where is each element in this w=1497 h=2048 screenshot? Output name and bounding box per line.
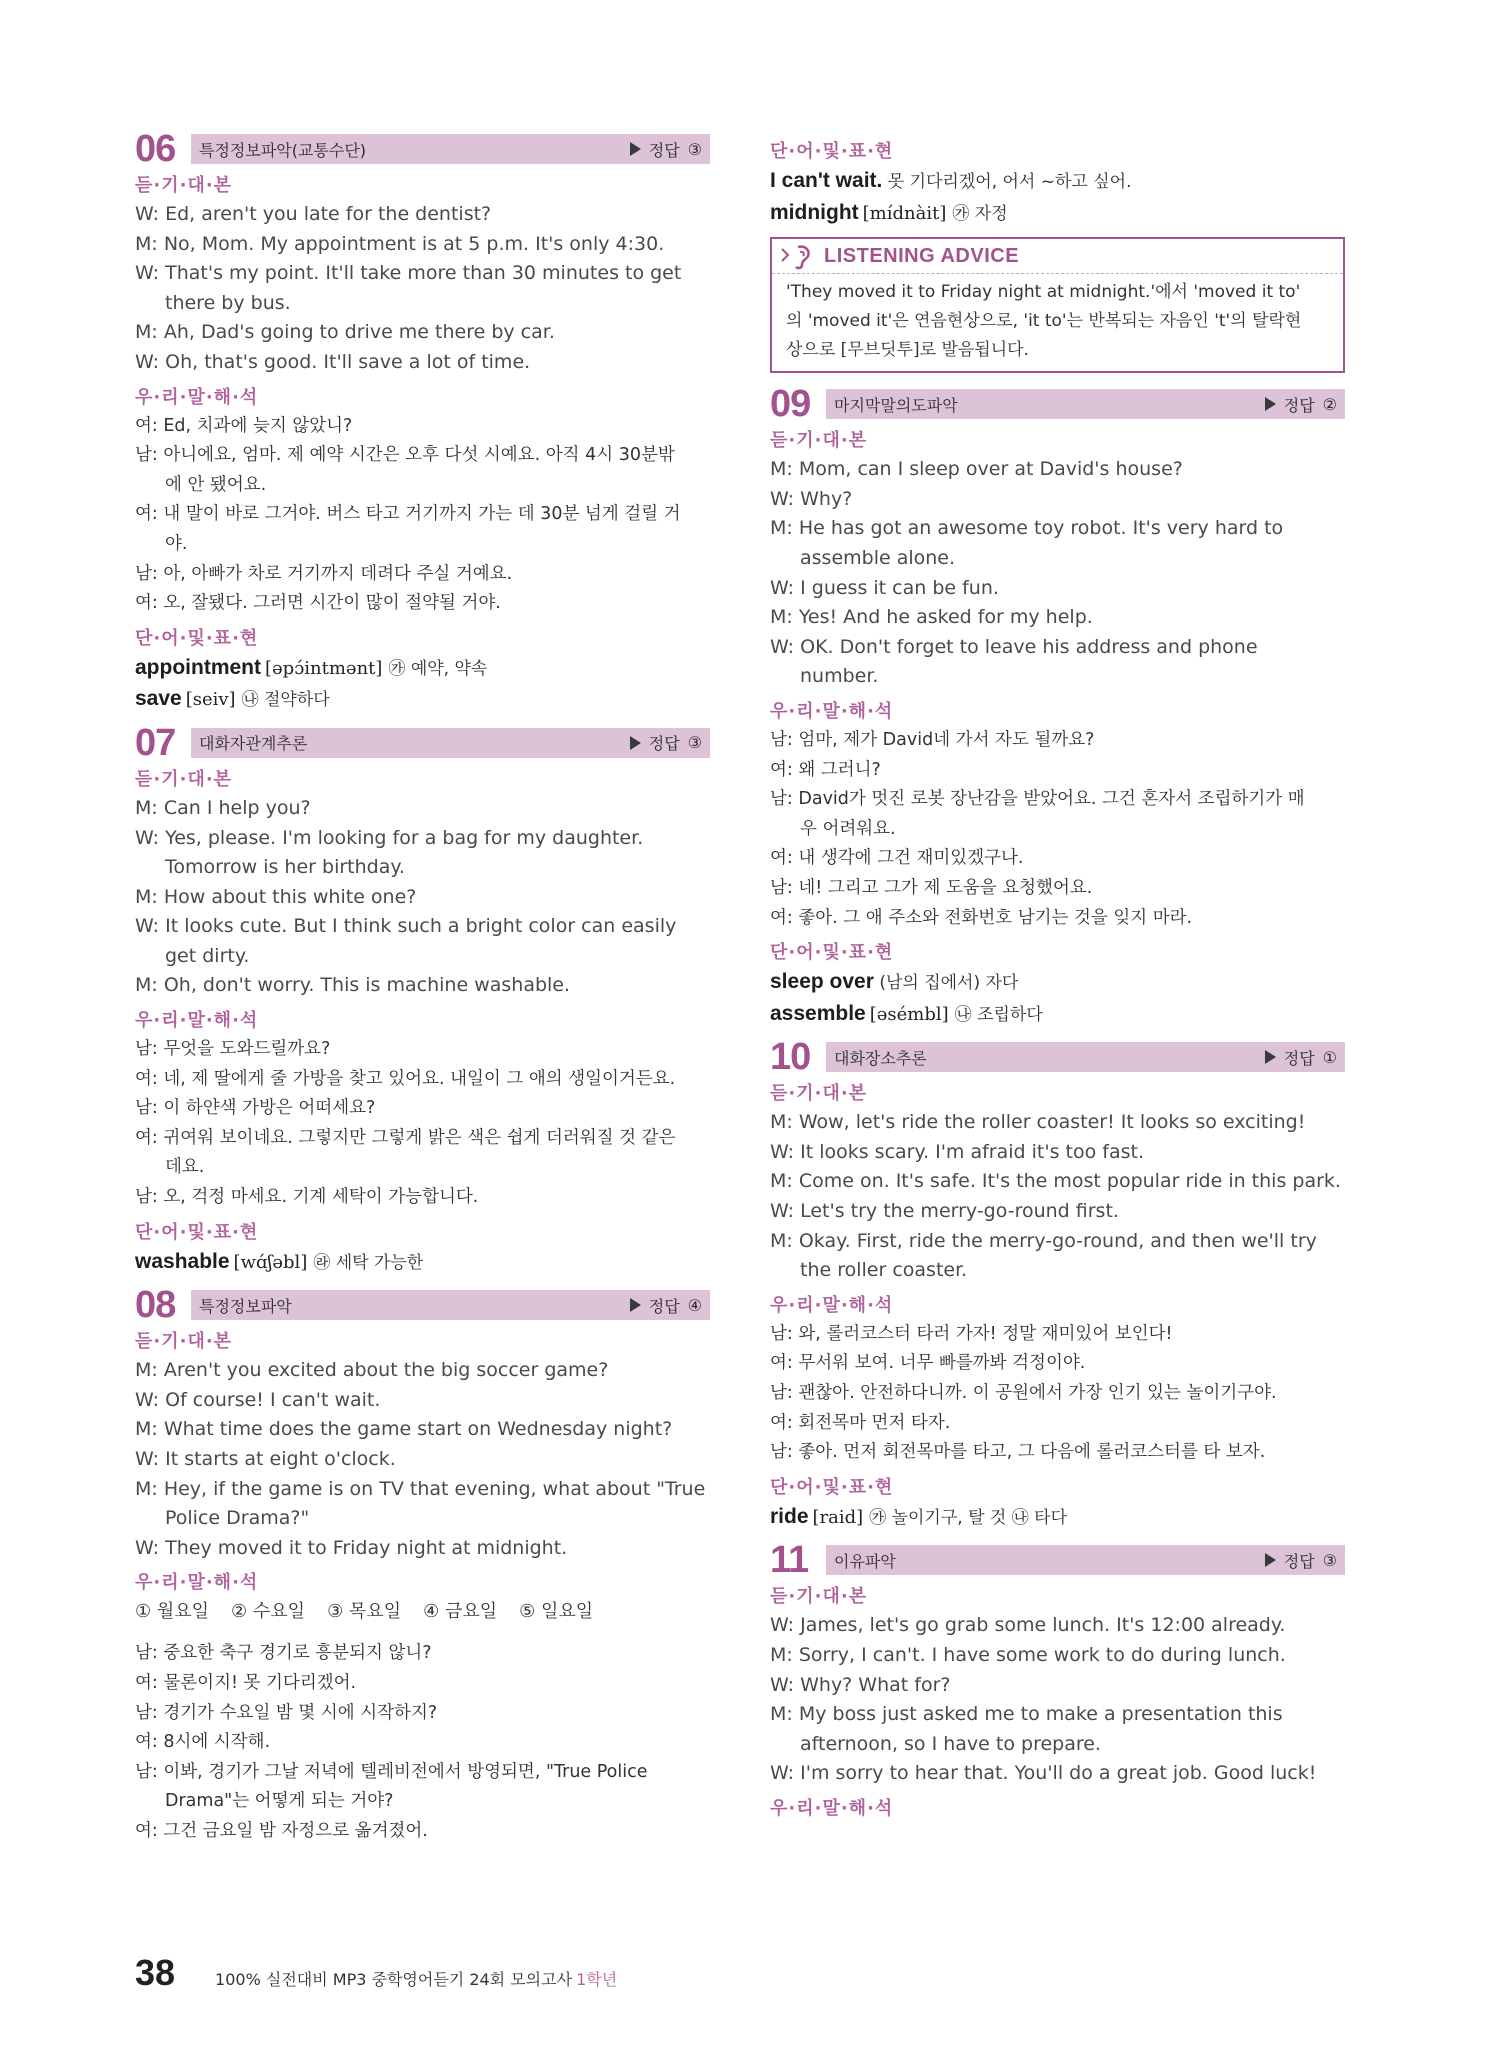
script-line: W: It starts at eight o'clock. [135,1448,396,1470]
advice-body [772,274,1343,371]
script-line: W: Yes, please. I'm looking for a bag for my daughter. [135,826,644,849]
vocab-pronunciation: [raid] [812,1506,864,1528]
vocab-entry [770,166,1345,198]
translation-line: 야. [165,533,188,554]
script-line: W: It looks scary. I'm afraid it's too fast. [770,1140,1144,1163]
right-column [770,132,1345,1823]
script-line: M: Ah, Dad's going to drive me there by car. [135,321,555,344]
vocab-label: 단·어·및·표·현 [770,141,894,162]
section-09-header [770,383,1345,426]
page-number: 38 [135,1952,176,1993]
translation-label: 우·리·말·해·석 [135,1010,259,1032]
vocab-word: washable [135,1249,230,1273]
script-line: M: How about this white one? [135,885,417,908]
script-line: M: Hey, if the game is on TV that evening, what about "True [135,1477,706,1500]
script-line: W: Why? [770,487,853,510]
section-08-header [135,1284,710,1327]
translation-line: 여: 그건 금요일 밤 자정으로 옮겨졌어. [135,1820,428,1841]
script-line: M: What time does the game start on Wednesday night? [135,1418,673,1441]
translation-line: 여: 8시에 시작해. [135,1732,271,1753]
answer-value: ③ [1322,1550,1337,1570]
vocab-entry [135,1247,710,1279]
translation-label: 우·리·말·해·석 [770,700,894,722]
listening-advice-box [770,237,1345,373]
vocab-pronunciation: [əsémbl] [869,1003,949,1025]
vocab-word: I can't wait. [770,169,883,192]
translation-line: 여: 오, 잘됐다. 그러면 시간이 많이 절약될 거야. [135,593,501,614]
script-line: W: They moved it to Friday night at midnight. [135,1536,568,1559]
script-line: W: I'm sorry to hear that. You'll do a great job. Good luck! [770,1762,1317,1785]
answer-value: ③ [687,733,702,753]
vocab-entry [770,198,1345,230]
translation-line: 남: 엄마, 제가 David네 가서 자도 될까요? [770,729,1095,750]
section-number: 11 [770,1539,809,1582]
section-title-bar [826,389,1345,419]
translation-line: 여: 회전목마 먼저 타자. [770,1412,951,1433]
translation-line: 남: David가 멋진 로봇 장난감을 받았어요. 그건 혼자서 조립하기가 매 [770,789,1305,810]
translation-line: 남: 괜찮아. 안전하다니까. 이 공원에서 가장 인기 있는 놀이기구야. [770,1383,1277,1404]
vocab-pronunciation: [seiv] [185,689,236,711]
script-line: there by bus. [165,291,291,314]
script-line: W: Let's try the merry-go-round first. [770,1200,1119,1223]
advice-line: 의 'moved it'은 연음현상으로, 'it to'는 반복되는 자음인 't'의 탈락현 [786,311,1302,332]
choice-item: ① 월요일 [135,1601,210,1623]
section-title-bar [191,728,710,758]
triangle-arrow-icon [630,1298,641,1312]
translation-line: 여: 내 말이 바로 그거야. 버스 타고 거기까지 가는 데 30분 넘게 걸릴 거 [135,504,681,525]
translation-line: 남: 좋아. 먼저 회전목마를 타고, 그 다음에 롤러코스터를 타 보자. [770,1442,1266,1463]
vocab-meaning: ㉮ 예약, 약속 [388,658,488,679]
translation-line: 여: Ed, 치과에 늦지 않았니? [135,415,353,436]
script-line: M: Wow, let's ride the roller coaster! It looks so exciting! [770,1111,1306,1134]
section-title: 대화자관계추론 [199,734,308,754]
script-line: M: Oh, don't worry. This is machine washable. [135,974,571,997]
section-number: 07 [135,721,176,764]
script-label: 듣·기·대·본 [135,768,233,790]
script-line: M: He has got an awesome toy robot. It's very hard to [770,517,1284,540]
vocab-pronunciation: [mídnàit] [862,202,947,224]
translation-line: 남: 아니에요, 엄마. 제 예약 시간은 오후 다섯 시예요. 아직 4시 30분밖 [135,445,675,466]
answer-badge [630,731,702,754]
script-line: number. [800,665,879,688]
translation-label: 우·리·말·해·석 [135,386,259,408]
answer-badge [1265,1549,1337,1572]
translation-line: 남: 이 하얀색 가방은 어떠세요? [135,1098,376,1119]
script-line: W: Ed, aren't you late for the dentist? [135,203,492,225]
triangle-arrow-icon [1265,397,1276,411]
section-title: 특정정보파악(교통수단) [199,140,367,160]
section-title: 마지막말의도파악 [834,395,958,415]
script-label: 듣·기·대·본 [135,175,233,196]
vocab-entry [770,1502,1345,1534]
section-06-header [135,128,710,170]
script-line: assemble alone. [800,546,956,569]
vocab-label: 단·어·및·표·현 [770,942,894,964]
choice-item: ④ 금요일 [423,1601,498,1623]
translation-line: 여: 네, 제 딸에게 줄 가방을 찾고 있어요. 내일이 그 애의 생일이거든요. [135,1068,676,1089]
section-number: 10 [770,1036,811,1079]
triangle-arrow-icon [630,142,641,156]
vocab-meaning: ㉯ 절약하다 [241,690,330,711]
script-line: get dirty. [165,944,250,967]
translation-line: Drama"는 어떻게 되는 거야? [165,1791,394,1812]
translation-line: 남: 중요한 축구 경기로 흥분되지 않니? [135,1643,432,1664]
section-07-header [135,721,710,764]
section-title-bar [826,1545,1345,1575]
left-column [135,128,710,1847]
vocab-word: sleep over [770,970,874,994]
script-line: Tomorrow is her birthday. [165,856,405,879]
translation-line: 여: 물론이지! 못 기다리겠어. [135,1672,357,1693]
script-line: M: Yes! And he asked for my help. [770,606,1093,629]
translation-line: 남: 네! 그리고 그가 제 도움을 요청했어요. [770,877,1093,898]
vocab-word: appointment [135,655,261,679]
translation-line: 남: 이봐, 경기가 그날 저녁에 텔레비전에서 방영되면, "True Police [135,1761,648,1782]
vocab-word: ride [770,1504,809,1528]
vocab-entry [135,684,710,716]
answer-badge [1265,1046,1337,1069]
advice-title: LISTENING ADVICE [824,244,1020,267]
script-line: M: My boss just asked me to make a presentation this [770,1703,1283,1726]
answer-value: ④ [687,1295,702,1315]
answer-value: ③ [687,139,702,159]
answer-choices [135,1597,710,1627]
answer-value: ② [1322,394,1337,414]
choice-item: ② 수요일 [231,1601,306,1623]
translation-label: 우·리·말·해·석 [770,1294,894,1316]
triangle-arrow-icon [1265,1050,1276,1064]
script-line: M: No, Mom. My appointment is at 5 p.m. It's only 4:30. [135,232,665,255]
answer-label: 정답 [648,140,680,160]
translation-line: 남: 아, 아빠가 차로 거기까지 데려다 주실 거예요. [135,563,513,584]
script-line: the roller coaster. [800,1259,968,1282]
vocab-meaning: ㉱ 세탁 가능한 [313,1252,424,1273]
vocab-word: save [135,687,182,711]
translation-line: 여: 귀여워 보이네요. 그렇지만 그렇게 밝은 색은 쉽게 더러워질 것 같은 [135,1127,676,1148]
grade-label: 1학년 [576,1970,618,1989]
script-line: W: James, let's go grab some lunch. It's 12:00 already. [770,1614,1286,1637]
translation-label: 우·리·말·해·석 [135,1572,259,1594]
page-footer [135,1952,617,1994]
script-line: M: Can I help you? [135,796,311,819]
vocab-meaning: 못 기다리겠어, 어서 ~하고 싶어. [887,172,1132,192]
answer-badge [1265,393,1337,416]
answer-badge [630,138,702,161]
section-title-bar [826,1042,1345,1072]
translation-line: 여: 내 생각에 그건 재미있겠구나. [770,848,1024,869]
section-title: 특정정보파악 [199,1296,292,1316]
answer-label: 정답 [1283,1551,1315,1571]
script-label: 듣·기·대·본 [135,1331,233,1353]
script-line: W: Why? What for? [770,1673,951,1696]
answer-badge [630,1294,702,1317]
script-line: M: Mom, can I sleep over at David's house? [770,458,1183,481]
translation-line: 여: 좋아. 그 애 주소와 전화번호 남기는 것을 잊지 마라. [770,907,1193,928]
translation-line: 데요. [165,1157,205,1178]
section-11-header [770,1539,1345,1582]
translation-line: 여: 무서워 보여. 너무 빠를까봐 걱정이야. [770,1353,1086,1374]
section-number: 06 [135,128,176,170]
vocab-entry [770,999,1345,1031]
vocab-label: 단·어·및·표·현 [135,627,259,649]
answer-value: ① [1322,1047,1337,1067]
script-line: W: I guess it can be fun. [770,576,999,599]
translation-label: 우·리·말·해·석 [770,1797,894,1819]
script-line: M: Sorry, I can't. I have some work to do during lunch. [770,1644,1286,1666]
vocab-pronunciation: [wɑ́ʃəbl] [233,1251,308,1273]
script-label: 듣·기·대·본 [770,430,868,452]
advice-line: 상으로 [무브딧투]로 발음됩니다. [786,340,1029,361]
vocab-entry [135,653,710,685]
script-line: W: That's my point. It'll take more than 30 minutes to get [135,262,682,285]
answer-label: 정답 [648,1296,680,1316]
vocab-meaning: ㉮ 놀이기구, 탈 것 ㉯ 타다 [869,1507,1067,1528]
script-line: M: Come on. It's safe. It's the most popular ride in this park. [770,1170,1341,1193]
translation-line: 남: 경기가 수요일 밤 몇 시에 시작하지? [135,1702,438,1723]
answer-label: 정답 [1283,395,1315,415]
script-line: M: Okay. First, ride the merry-go-round, and then we'll try [770,1229,1317,1252]
script-label: 듣·기·대·본 [770,1083,868,1105]
script-line: Police Drama?" [165,1507,310,1530]
vocab-meaning: ㉮ 자정 [952,203,1008,224]
vocab-meaning: (남의 집에서) 자다 [879,973,1019,994]
advice-line: 'They moved it to Friday night at midnight.'에서 'moved it to' [786,282,1301,303]
vocab-pronunciation: [əpɔ́intmənt] [265,657,383,679]
script-line: W: Oh, that's good. It'll save a lot of time. [135,350,531,373]
answer-label: 정답 [1283,1048,1315,1068]
section-number: 08 [135,1284,176,1327]
translation-line: 에 안 됐어요. [165,474,267,495]
section-title-bar [191,1290,710,1320]
triangle-arrow-icon [630,736,641,750]
advice-header [772,239,1343,274]
translation-line: 여: 왜 그러니? [770,759,881,780]
translation-line: 남: 무엇을 도와드릴까요? [135,1039,331,1060]
answer-label: 정답 [648,734,680,754]
section-title-bar [191,134,710,164]
choice-item: ③ 목요일 [327,1601,402,1623]
script-line: afternoon, so I have to prepare. [800,1732,1101,1755]
script-label: 듣·기·대·본 [770,1586,868,1608]
translation-line: 남: 오, 걱정 마세요. 기계 세탁이 가능합니다. [135,1187,479,1208]
section-title: 대화장소추론 [834,1048,927,1068]
vocab-word: midnight [770,200,859,224]
vocab-meaning: ㉯ 조립하다 [954,1004,1043,1025]
choice-item: ⑤ 일요일 [519,1601,594,1623]
book-title [215,1967,617,1990]
translation-line: 우 어려워요. [800,818,896,839]
section-number: 09 [770,383,811,426]
section-10-header [770,1036,1345,1079]
book-title-text: 100% 실전대비 MP3 중학영어듣기 24회 모의고사 [215,1970,573,1989]
ear-icon [778,241,818,271]
vocab-entry [770,967,1345,999]
script-line: W: Of course! I can't wait. [135,1388,381,1411]
script-line: W: OK. Don't forget to leave his address and phone [770,635,1258,658]
triangle-arrow-icon [1265,1553,1276,1567]
vocab-word: assemble [770,1001,866,1025]
script-line: M: Aren't you excited about the big soccer game? [135,1359,609,1382]
section-title: 이유파악 [834,1551,896,1571]
translation-line: 남: 와, 롤러코스터 타러 가자! 정말 재미있어 보인다! [770,1323,1173,1344]
script-line: W: It looks cute. But I think such a bright color can easily [135,915,677,938]
vocab-label: 단·어·및·표·현 [135,1221,259,1243]
vocab-label: 단·어·및·표·현 [770,1476,894,1498]
